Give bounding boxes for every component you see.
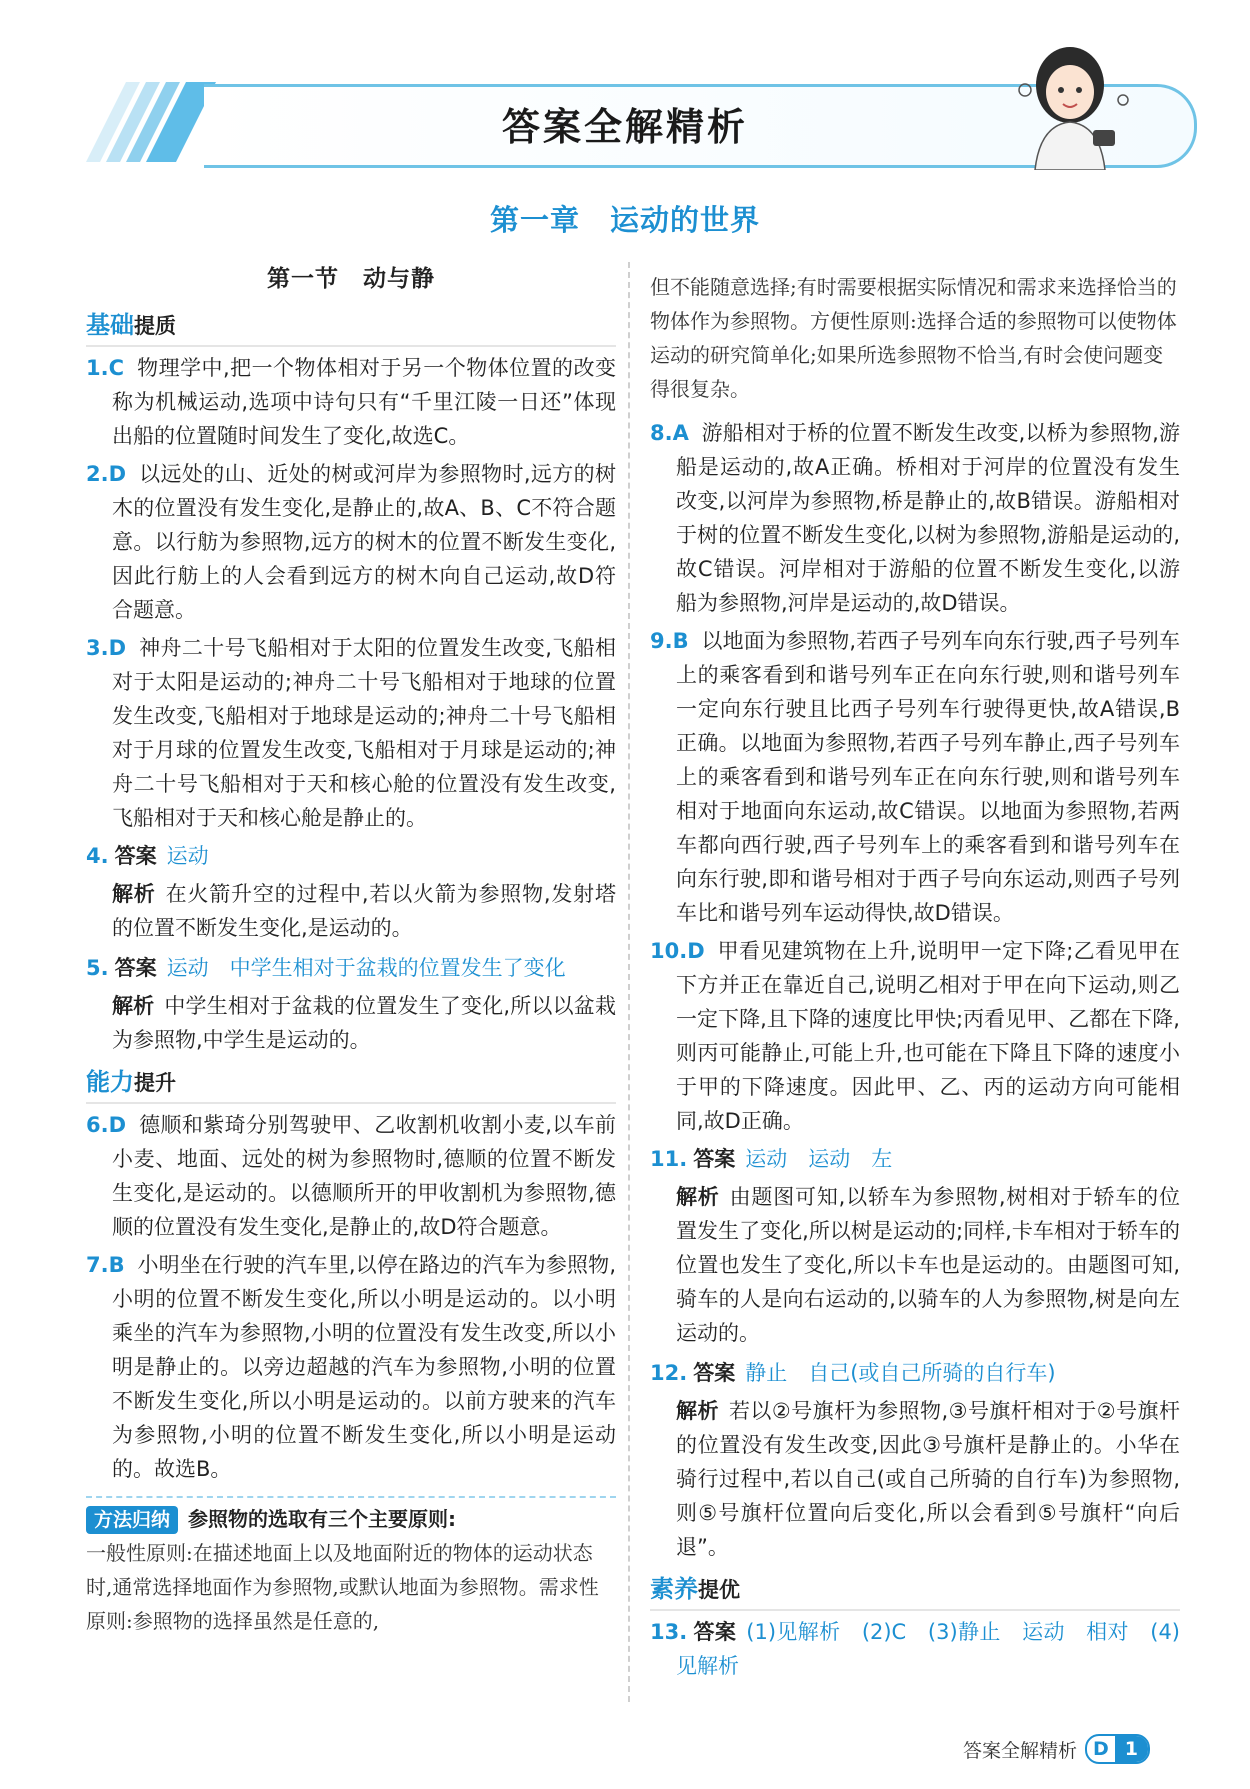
method-tag: 方法归纳 (86, 1506, 178, 1534)
item-number: 11. (650, 1147, 688, 1171)
explanation-5 (86, 989, 616, 1057)
explanation-label: 解析 (112, 994, 155, 1018)
category-main: 能力 (86, 1068, 134, 1096)
explanation-label: 解析 (112, 882, 156, 906)
category-sub: 提质 (134, 314, 176, 338)
girl-mascot-illustration (1005, 30, 1145, 170)
category-sub: 提优 (698, 1578, 740, 1602)
item-number: 6.D (86, 1113, 127, 1137)
answer-item-9 (650, 624, 1180, 930)
section-title: 第一节 动与静 (267, 266, 435, 292)
footer-label: 答案全解精析 (962, 1739, 1077, 1762)
item-number: 3.D (86, 636, 127, 660)
chapter-title: 第一章 运动的世界 (489, 203, 760, 237)
answer-label: 答案 (693, 1361, 736, 1385)
method-summary-box (86, 1496, 616, 1638)
answer-item-12 (650, 1356, 1180, 1390)
answer-item-11 (650, 1142, 1180, 1176)
answer-value: 运动 运动 左 (745, 1147, 893, 1171)
answer-label: 答案 (693, 1620, 737, 1644)
item-text: 神舟二十号飞船相对于太阳的位置发生改变,飞船相对于太阳是运动的;神舟二十号飞船相对于地球的位置发生改变,飞船相对于地球是运动的;神舟二十号飞船相对于月球的位置发生改变,飞船相对于月球是运动的;神舟二十号飞船相对于天和核心舱的位置没有发生改变,飞船相对于天和核心舱是静止的。 (112, 636, 616, 830)
item-text: 以地面为参照物,若西子号列车向东行驶,西子号列车上的乘客看到和谐号列车正在向东行驶,则和谐号列车一定向东行驶且比西子号列车行驶得更快,故A错误,B正确。以地面为参照物,若西子号列车静止,西子号列车上的乘客看到和谐号列车正在向东行驶,则和谐号列车相对于地面向东运动,故C错误。以地面为参照物,若两车都向西行驶,西子号列车上的乘客看到和谐号列车在向东行驶,即和谐号相对于西子号向东运动,则西子号列车比和谐号列车运动得快,故D错误。 (676, 629, 1180, 925)
method-text-continued: 但不能随意选择;有时需要根据实际情况和需求来选择恰当的物体作为参照物。方便性原则:选择合适的参照物可以使物体运动的研究简单化;如果所选参照物不恰当,有时会使问题变得很复杂。 (650, 275, 1177, 401)
answer-item-4 (86, 839, 616, 873)
category-heading-literacy (650, 1572, 1180, 1611)
item-text: 游船相对于桥的位置不断发生改变,以桥为参照物,游船是运动的,故A正确。桥相对于河岸的位置没有发生改变,以河岸为参照物,桥是静止的,故B错误。游船相对于树的位置不断发生变化,以树为参照物,游船是运动的,故C错误。河岸相对于游船的位置不断发生变化,以游船为参照物,河岸是运动的,故D错误。 (676, 421, 1180, 615)
right-column (650, 270, 1180, 1687)
answer-value: 静止 自己(或自己所骑的自行车) (745, 1361, 1056, 1385)
item-text: 德顺和紫琦分别驾驶甲、乙收割机收割小麦,以车前小麦、地面、远处的树为参照物时,德顺的位置不断发生变化,是运动的。以德顺所开的甲收割机为参照物,德顺的位置没有发生变化,是静止的,故D符合题意。 (112, 1113, 616, 1239)
category-heading-basic (86, 308, 616, 347)
item-number: 4. (86, 844, 109, 868)
item-text: 小明坐在行驶的汽车里,以停在路边的汽车为参照物,小明的位置不断发生变化,所以小明是运动的。以小明乘坐的汽车为参照物,小明的位置没有发生改变,所以小明是静止的。以旁边超越的汽车为参照物,小明的位置不断发生变化,所以小明是运动的。以前方驶来的汽车为参照物,小明的位置不断发生变化,所以小明是运动的。故选B。 (112, 1253, 616, 1481)
item-number: 9.B (650, 629, 689, 653)
item-number: 8.A (650, 421, 689, 445)
category-main: 基础 (86, 311, 134, 339)
answer-item-7 (86, 1248, 616, 1486)
category-sub: 提升 (134, 1071, 176, 1095)
answer-label: 答案 (114, 956, 157, 980)
item-text: 甲看见建筑物在上升,说明甲一定下降;乙看见甲在下方并正在靠近自己,说明乙相对于甲在向下运动,则乙一定下降,且下降的速度比甲快;丙看见甲、乙都在下降,则丙可能静止,可能上升,也可能在下降且下降的速度小于甲的下降速度。因此甲、乙、丙的运动方向可能相同,故D正确。 (676, 939, 1180, 1133)
explanation-text: 由题图可知,以轿车为参照物,树相对于轿车的位置发生了变化,所以树是运动的;同样,卡车相对于轿车的位置也发生了变化,所以卡车也是运动的。由题图可知,骑车的人是向右运动的,以骑车的人为参照物,树是向左运动的。 (676, 1185, 1180, 1345)
badge-letter: D (1092, 1738, 1109, 1760)
item-number: 10.D (650, 939, 705, 963)
explanation-12 (650, 1394, 1180, 1564)
method-text: 一般性原则:在描述地面上以及地面附近的物体的运动状态时,通常选择地面作为参照物,或默认地面为参照物。需求性原则:参照物的选择虽然是任意的, (86, 1541, 599, 1633)
explanation-text: 若以②号旗杆为参照物,③号旗杆相对于②号旗杆的位置没有发生改变,因此③号旗杆是静止的。小华在骑行过程中,若以自己(或自己所骑的自行车)为参照物,则⑤号旗杆位置向后变化,所以会看到⑤号旗杆“向后退”。 (676, 1399, 1181, 1559)
column-divider (628, 262, 630, 1702)
method-heading: 参照物的选取有三个主要原则: (188, 1507, 457, 1531)
answer-item-1 (86, 351, 616, 453)
item-number: 1.C (86, 356, 125, 380)
answer-item-8 (650, 416, 1180, 620)
explanation-text: 中学生相对于盆栽的位置发生了变化,所以以盆栽为参照物,中学生是运动的。 (112, 994, 616, 1052)
answer-value: (1)见解析 (2)C (3)静止 运动 相对 (4)见解析 (676, 1620, 1180, 1678)
item-number: 5. (86, 956, 109, 980)
category-main: 素养 (650, 1575, 698, 1603)
page-number-badge (1085, 1734, 1150, 1764)
category-heading-ability (86, 1065, 616, 1104)
answer-label: 答案 (693, 1147, 736, 1171)
page-footer (963, 1734, 1150, 1764)
answer-value: 运动 中学生相对于盆栽的位置发生了变化 (166, 956, 566, 980)
page-header-title: 答案全解精析 (501, 105, 748, 149)
answer-item-13 (650, 1615, 1180, 1683)
item-number: 12. (650, 1361, 688, 1385)
item-number: 7.B (86, 1253, 125, 1277)
explanation-4 (86, 877, 616, 945)
answer-value: 运动 (166, 844, 209, 868)
explanation-label: 解析 (676, 1399, 719, 1423)
explanation-label: 解析 (676, 1185, 720, 1209)
answer-item-10 (650, 934, 1180, 1138)
explanation-11 (650, 1180, 1180, 1350)
answer-item-5 (86, 951, 616, 985)
answer-label: 答案 (114, 844, 157, 868)
page-number: 1 (1115, 1736, 1148, 1762)
item-number: 2.D (86, 462, 127, 486)
item-number: 13. (650, 1620, 688, 1644)
item-text: 以远处的山、近处的树或河岸为参照物时,远方的树木的位置没有发生变化,是静止的,故A、B、C不符合题意。以行舫为参照物,远方的树木的位置不断发生变化,因此行舫上的人会看到远方的树木向自己运动,故D符合题意。 (112, 462, 616, 622)
item-text: 物理学中,把一个物体相对于另一个物体位置的改变称为机械运动,选项中诗句只有“千里江陵一日还”体现出船的位置随时间发生了变化,故选C。 (112, 356, 616, 448)
answer-item-2 (86, 457, 616, 627)
left-column (86, 262, 616, 1638)
answer-item-3 (86, 631, 616, 835)
explanation-text: 在火箭升空的过程中,若以火箭为参照物,发射塔的位置不断发生变化,是运动的。 (112, 882, 616, 940)
answer-item-6 (86, 1108, 616, 1244)
